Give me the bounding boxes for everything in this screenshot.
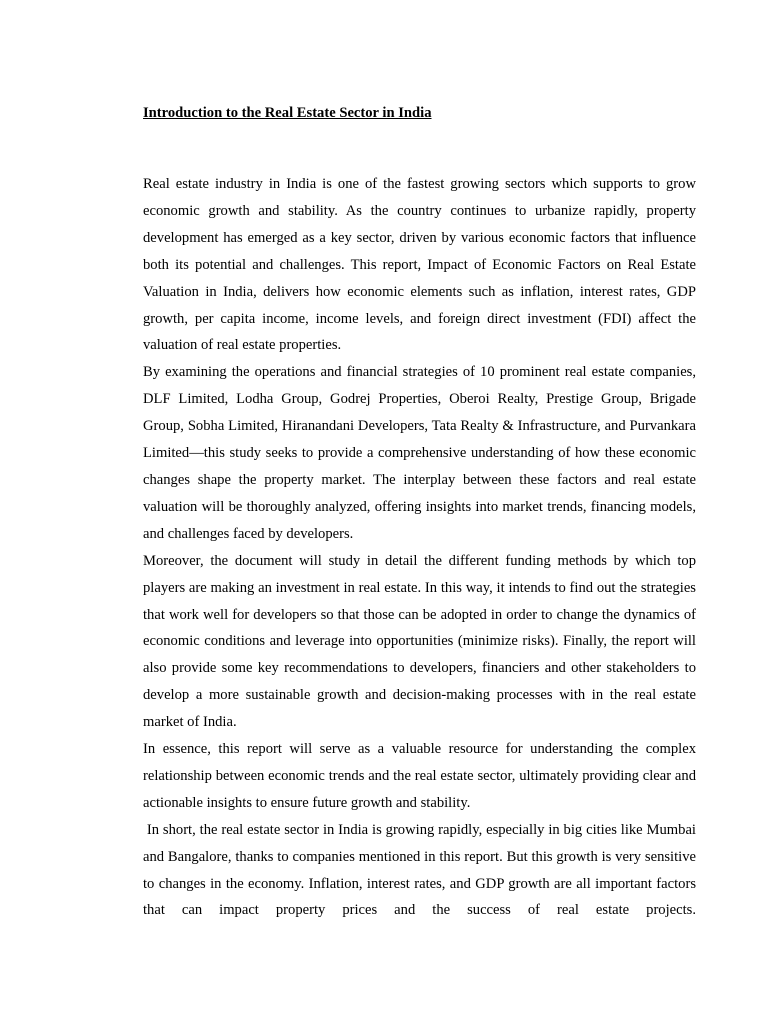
paragraph-funding-methods: Moreover, the document will study in detail the different funding methods by which top players are making an investment in real estate. In this way, it intends to find out the strategies that work well for developers so that those can be adopted in order to change the dynamics of economic conditions and leverage into opportunities (minimize risks). Finally, the report will also provide some key recommendations to developers, financiers and other stakeholders to develop a more sustainable growth and decision-making processes with in the real estate market of India. [143,552,696,731]
paragraph-intro: Real estate industry in India is one of the fastest growing sectors which supports to grow economic growth and stability. As the country continues to urbanize rapidly, property development has emerged as a key sector, driven by various economic factors that influence both its potential and challenges. This report, Impact of Economic Factors on Real Estate Valuation in India, delivers how economic elements such as inflation, interest rates, GDP growth, per capita income, income levels, and foreign direct investment (FDI) affect the valuation of real estate properties. [143,176,696,354]
paragraph-in-short: In short, the real estate sector in India is growing rapidly, especially in big cities like Mumbai and Bangalore, thanks to companies mentioned in this report. But this growth is very sensitive to changes in the economy. Inflation, interest rates, and GDP growth are all important factors that can impact property prices and the success of real estate projects. [143,821,700,919]
paragraph-in-essence: In essence, this report will serve as a valuable resource for understanding the complex relationship between economic trends and the real estate sector, ultimately providing clear and actionable insights to ensure future growth and stability. [143,741,696,811]
document-content [143,102,700,924]
document-body [143,171,700,924]
document-title: Introduction to the Real Estate Sector in India [143,105,432,121]
paragraph-companies: By examining the operations and financial strategies of 10 prominent real estate companies, DLF Limited, Lodha Group, Godrej Properties, Oberoi Realty, Prestige Group, Brigade Group, Sobha Limited, Hiranandani Developers, Tata Realty & Infrastructure, and Purvankara Limited—this study seeks to provide a comprehensive understanding of how these economic changes shape the property market. The interplay between these factors and real estate valuation will be thoroughly analyzed, offering insights into market trends, financing models, and challenges faced by developers. [143,364,696,542]
